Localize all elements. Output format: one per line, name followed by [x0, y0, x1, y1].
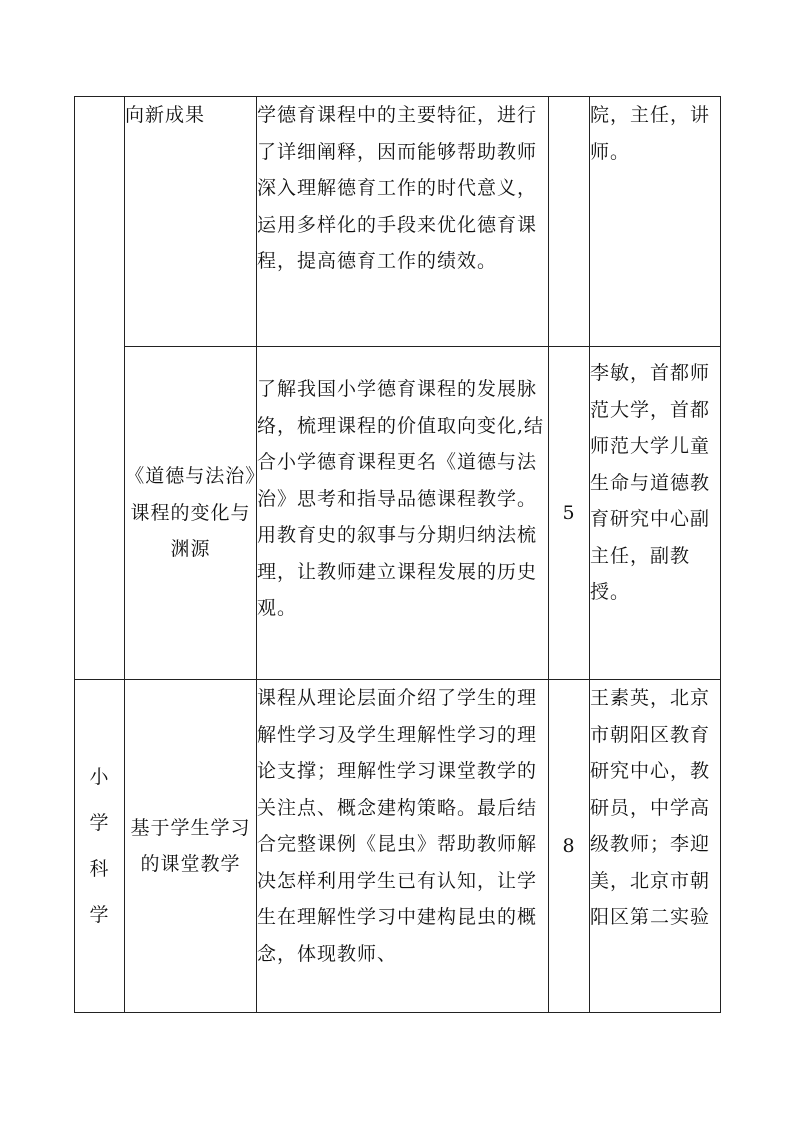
speaker-info: 院，主任，讲师。 [590, 104, 711, 163]
speaker-cell [590, 97, 721, 347]
course-description-cell [257, 680, 549, 1013]
course-description: 学德育课程中的主要特征，进行了详细阐释，因而能够帮助教师深入理解德育工作的时代意义，运用多样化的手段来优化德育课程，提高德育工作的绩效。 [257, 104, 538, 272]
subject-cell [75, 680, 125, 1013]
course-description: 了解我国小学德育课程的发展脉络，梳理课程的价值取向变化,结合小学德育课程更名《道德与法治》思考和指导品德课程教学。用教育史的叙事与分期归纳法梳理，让教师建立课程发展的历史观。 [257, 378, 545, 619]
table-row [75, 97, 721, 347]
subject-cell [75, 97, 125, 680]
speaker-info: 王素英，北京市朝阳区教育研究中心，教研员，中学高级教师；李迎美，北京市朝阳区第二实验 [590, 687, 711, 928]
course-title-cell [125, 97, 257, 347]
speaker-cell [590, 347, 721, 680]
course-title-cell [125, 680, 257, 1013]
course-description-cell [257, 97, 549, 347]
speaker-cell [590, 680, 721, 1013]
speaker-info: 李敏，首都师范大学，首都师范大学儿童生命与道德教育研究中心副主任，副教授。 [590, 362, 711, 603]
subject-label: 小学科学 [89, 766, 110, 926]
course-table [74, 96, 721, 1013]
table-row [75, 680, 721, 1013]
hours-cell [549, 680, 590, 1013]
course-title-cell [125, 347, 257, 680]
course-hours: 5 [562, 501, 576, 524]
course-title: 《道德与法治》课程的变化与渊源 [125, 465, 256, 561]
hours-cell [549, 97, 590, 347]
table-row [75, 347, 721, 680]
hours-cell [549, 347, 590, 680]
course-title: 向新成果 [125, 104, 206, 126]
course-hours: 8 [562, 834, 576, 857]
course-description: 课程从理论层面介绍了学生的理解性学习及学生理解性学习的理论支撑；理解性学习课堂教学的关注点、概念建构策略。最后结合完整课例《昆虫》帮助教师解决怎样利用学生已有认知，让学生在理解性学习中建构昆虫的概念，体现教师、 [257, 687, 538, 965]
course-title: 基于学生学习的课堂教学 [130, 816, 251, 875]
course-description-cell [257, 347, 549, 680]
